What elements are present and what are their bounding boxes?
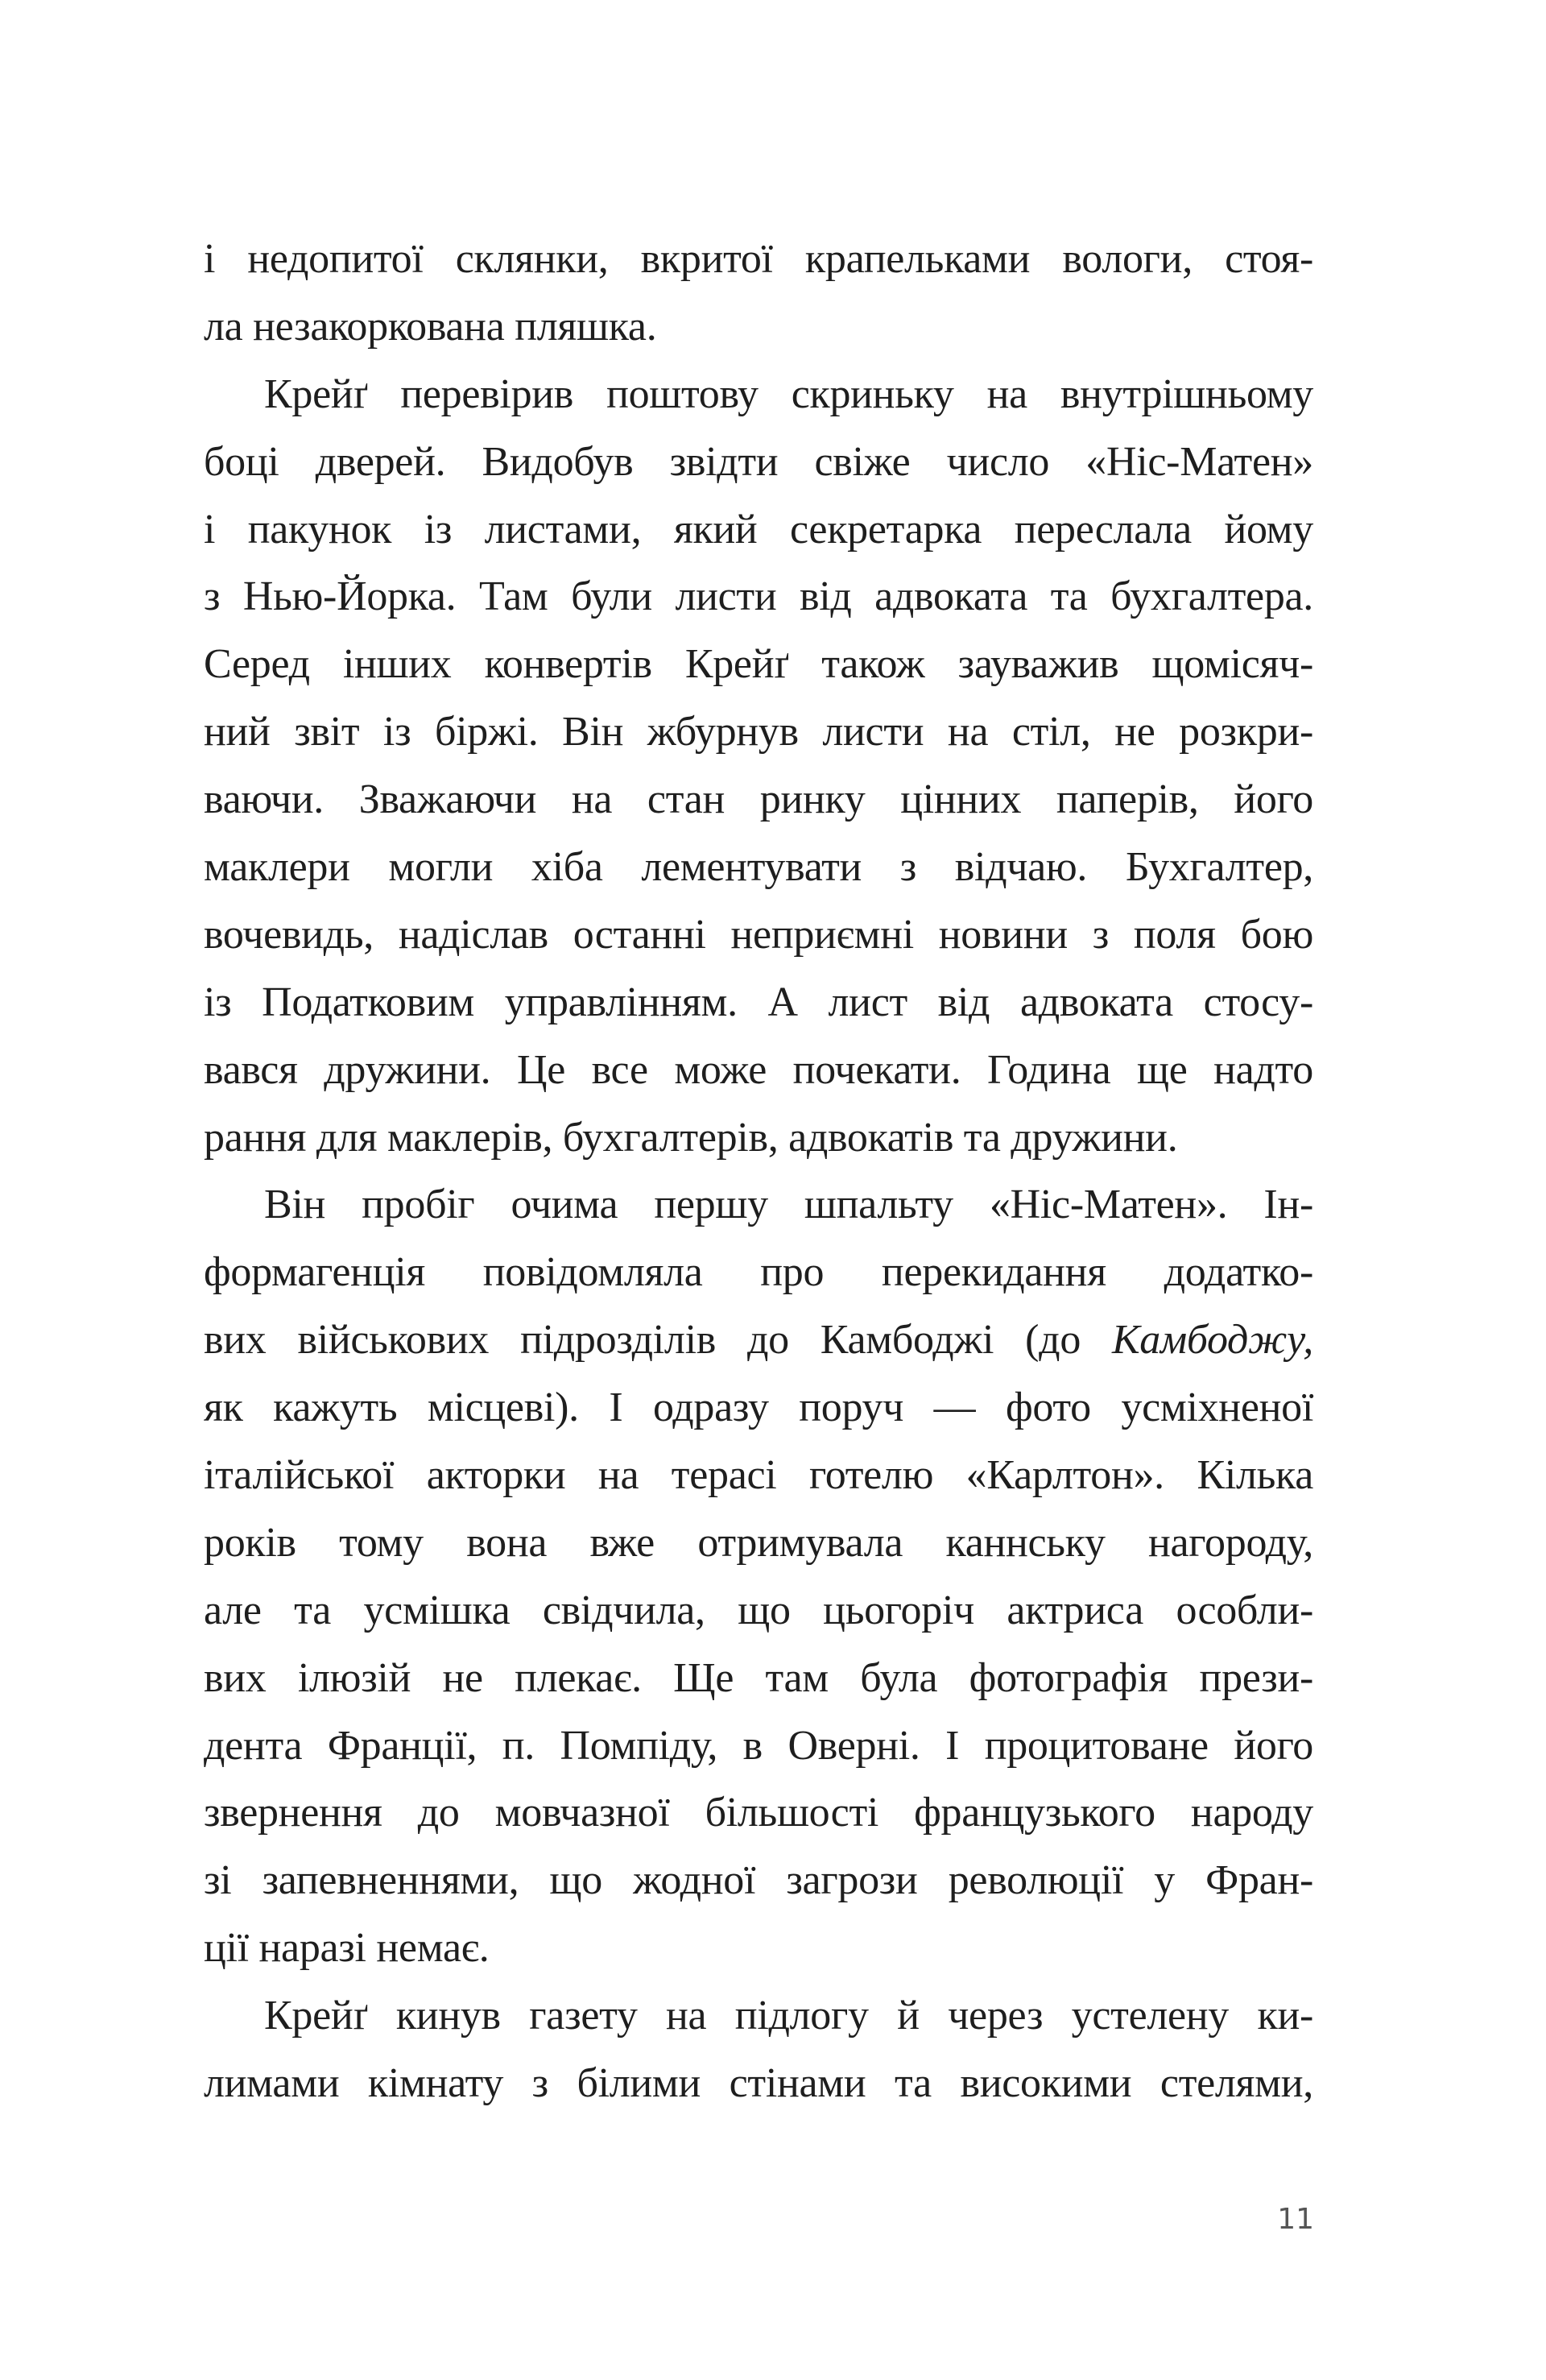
text-line: вих ілюзій не плекає. Ще там була фотографія прези-: [204, 1654, 1313, 1701]
page-number: 11: [1277, 2203, 1314, 2236]
text-line: лимами кімнату з білими стінами та високими стелями,: [204, 2060, 1313, 2107]
text-line: але та усмішка свідчила, що цьогоріч актриса особли-: [204, 1587, 1313, 1633]
text-line: ваючи. Зважаючи на стан ринку цінних паперів, його: [204, 776, 1313, 823]
text-line: рання для маклерів, бухгалтерів, адвокатів та дружини.: [204, 1114, 1178, 1161]
text-line: італійської акторки на терасі готелю «Карлтон». Кілька: [204, 1452, 1313, 1499]
text-line: Він пробіг очима першу шпальту «Ніс-Матен». Ін-: [264, 1182, 1313, 1228]
text-line: ції наразі немає.: [204, 1925, 490, 1972]
text-line: із Податковим управлінням. А лист від адвоката стосу-: [204, 979, 1313, 1025]
text-line: [204, 1306, 1313, 1374]
text-line: ла незакоркована пляшка.: [204, 303, 657, 350]
text-line: формагенція повідомляла про перекидання додатко-: [204, 1249, 1313, 1296]
text-line: зі запевненнями, що жодної загрози революції у Фран-: [204, 1857, 1313, 1904]
text-segment: вих військових підрозділів до Камбоджі (до: [204, 1317, 1113, 1364]
text-line: дента Франції, п. Помпіду, в Оверні. І процитоване його: [204, 1722, 1313, 1769]
text-line: і недопитої склянки, вкритої крапельками вологи, стоя-: [204, 236, 1313, 282]
text-line: Крейґ перевірив поштову скриньку на внутрішньому: [264, 370, 1313, 417]
text-line: вочевидь, надіслав останні неприємні новини з поля бою: [204, 911, 1313, 958]
text-line: маклери могли хіба лементувати з відчаю. Бухгалтер,: [204, 844, 1313, 891]
body-text: [204, 226, 1313, 2117]
text-line: вався дружини. Це все може почекати. Година ще надто: [204, 1046, 1313, 1093]
text-line: ний звіт із біржі. Він жбурнув листи на стіл, не розкри-: [204, 709, 1313, 755]
text-line: років тому вона вже отримувала каннську нагороду,: [204, 1519, 1313, 1566]
text-line: Серед інших конвертів Крейґ також зауважив щомісяч-: [204, 641, 1313, 688]
italic-text: Камбоджу,: [1112, 1317, 1313, 1364]
text-line: боці дверей. Видобув звідти свіже число «Ніс-Матен»: [204, 438, 1313, 485]
text-line: з Нью-Йорка. Там були листи від адвоката та бухгалтера.: [204, 573, 1313, 620]
text-line: звернення до мовчазної більшості французького народу: [204, 1790, 1313, 1836]
text-line: Крейґ кинув газету на підлогу й через устелену ки-: [264, 1993, 1313, 2039]
text-line: як кажуть місцеві). І одразу поруч — фото усміхненої: [204, 1385, 1313, 1431]
text-line: і пакунок із листами, який секретарка переслала йому: [204, 506, 1313, 553]
